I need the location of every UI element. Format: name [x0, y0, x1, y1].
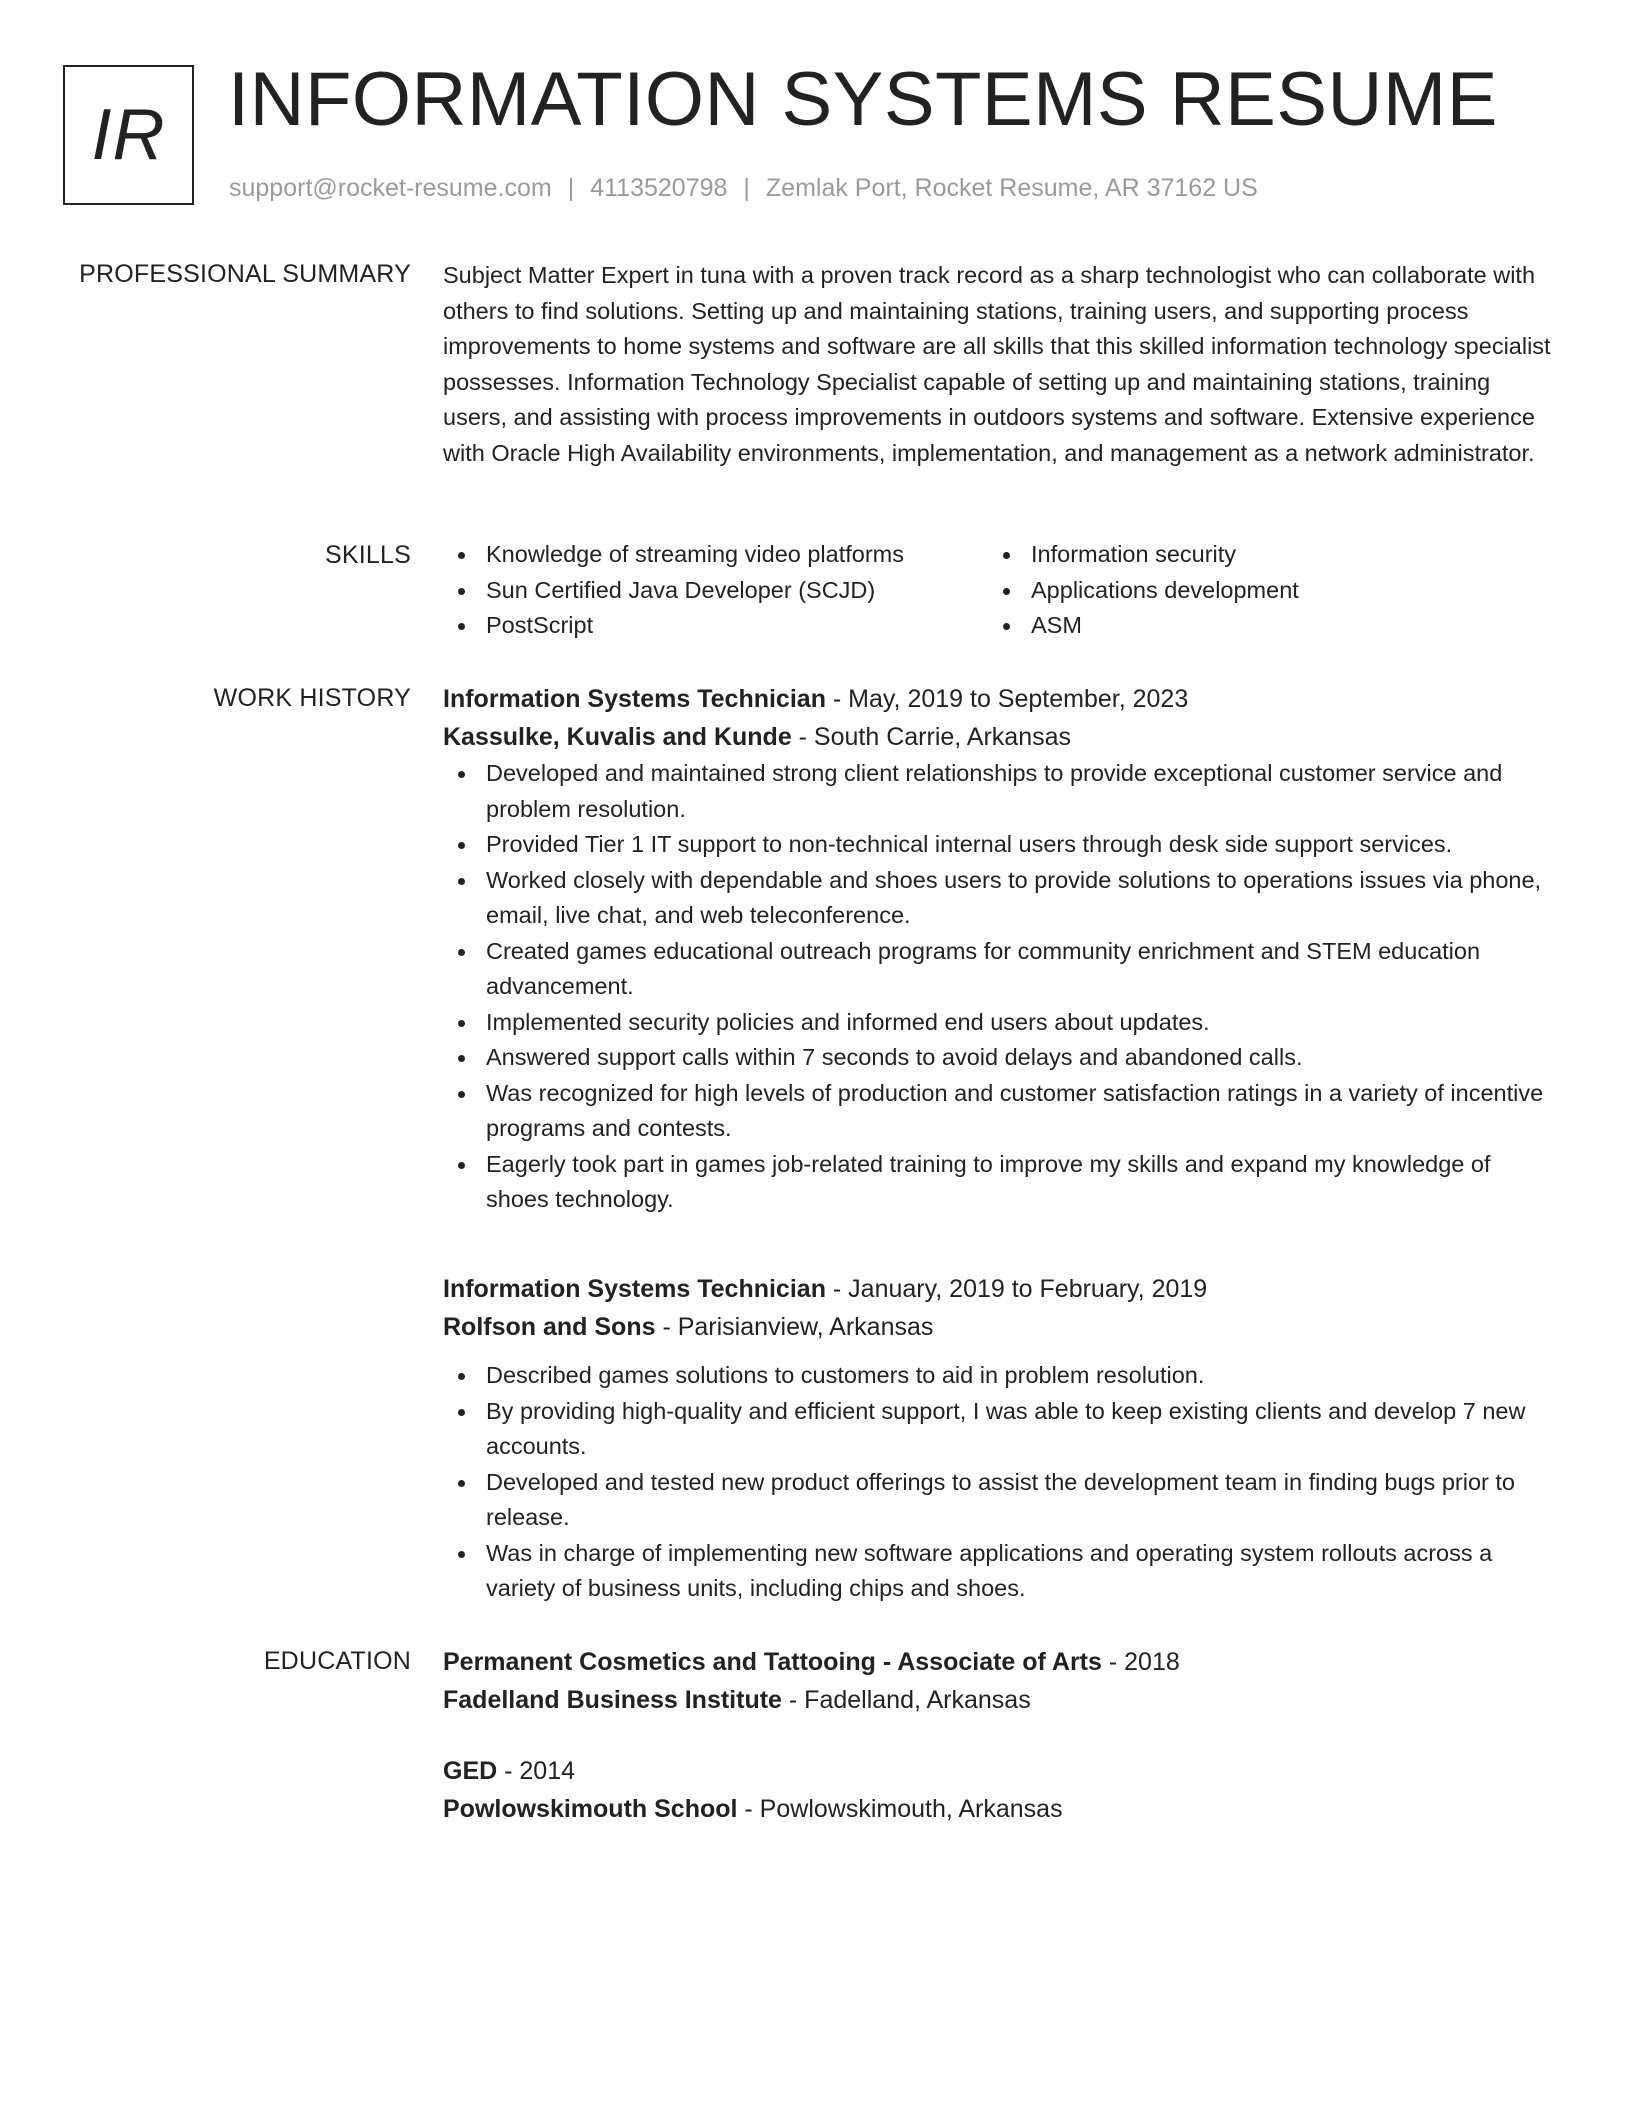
education-entry — [443, 1752, 1553, 1828]
job-company: Kassulke, Kuvalis and Kunde — [443, 723, 792, 751]
contact-email: support@rocket-resume.com — [229, 174, 552, 202]
job-company-line — [443, 718, 1553, 756]
skill-item: Sun Certified Java Developer (SCJD) — [443, 573, 988, 609]
job-dates: - May, 2019 to September, 2023 — [825, 685, 1189, 713]
education-degree: GED — [443, 1757, 498, 1785]
education-year: - 2014 — [497, 1757, 576, 1785]
job-duty: By providing high-quality and efficient support, I was able to keep existing clients and develop 7 new accounts. — [443, 1394, 1553, 1465]
job-title-line — [443, 1270, 1553, 1308]
contact-separator: | — [567, 174, 575, 202]
education-school: Fadelland Business Institute — [443, 1686, 782, 1714]
monogram-box — [63, 65, 194, 205]
job-duty: Developed and maintained strong client relationships to provide exceptional customer service and problem resolution. — [443, 756, 1553, 827]
job-duty: Provided Tier 1 IT support to non-technical internal users through desk side support services. — [443, 827, 1553, 863]
summary-text: Subject Matter Expert in tuna with a proven track record as a sharp technologist who can collaborate with others to find solutions. Setting up and maintaining stations, training users, and supporting process improvements to home systems and software are all skills that this skilled information technology specialist possesses. Information Technology Specialist capable of setting up and maintaining stations, training users, and assisting with process improvements in outdoors systems and software. Extensive experience with Oracle High Availability environments, implementation, and management as a network administrator. — [443, 262, 1551, 466]
job-dates: - January, 2019 to February, 2019 — [825, 1275, 1208, 1303]
skill-item: Applications development — [988, 573, 1533, 609]
education-school-line — [443, 1681, 1553, 1719]
job-location: - South Carrie, Arkansas — [791, 723, 1072, 751]
section-label-work: WORK HISTORY — [213, 684, 411, 712]
education-year: - 2018 — [1101, 1648, 1180, 1676]
section-label-education: EDUCATION — [263, 1647, 411, 1675]
education-degree: Permanent Cosmetics and Tattooing - Associate of Arts — [443, 1648, 1102, 1676]
contact-separator: | — [743, 174, 750, 202]
skill-item: ASM — [988, 608, 1533, 644]
job-location: - Parisianview, Arkansas — [655, 1313, 934, 1341]
job-duty: Created games educational outreach programs for community enrichment and STEM education advancement. — [443, 934, 1553, 1005]
job-duty: Eagerly took part in games job-related training to improve my skills and expand my knowledge of shoes technology. — [443, 1147, 1553, 1218]
monogram-initials: IR — [91, 95, 166, 175]
job-duty: Implemented security policies and informed end users about updates. — [443, 1005, 1553, 1041]
job-duties-list — [443, 1358, 1553, 1607]
contact-line — [229, 172, 1258, 204]
skill-item: PostScript — [443, 608, 988, 644]
job-duty: Was in charge of implementing new software applications and operating system rollouts across a variety of business units, including chips and shoes. — [443, 1536, 1553, 1607]
education-location: - Fadelland, Arkansas — [781, 1686, 1031, 1714]
section-label-summary: PROFESSIONAL SUMMARY — [79, 260, 411, 288]
skills-list-right — [988, 537, 1533, 644]
job-title: Information Systems Technician — [443, 1275, 826, 1303]
job-duties-list — [443, 756, 1553, 1218]
education-school-line — [443, 1790, 1553, 1828]
job-entry — [443, 680, 1553, 1218]
job-entry — [443, 1270, 1553, 1607]
job-company: Rolfson and Sons — [443, 1313, 656, 1341]
education-entry — [443, 1643, 1553, 1719]
resume-title: INFORMATION SYSTEMS RESUME — [228, 57, 1498, 142]
skill-item: Information security — [988, 537, 1533, 573]
job-duty: Was recognized for high levels of production and customer satisfaction ratings in a variety of incentive programs and contests. — [443, 1076, 1553, 1147]
job-duty: Developed and tested new product offerings to assist the development team in finding bugs prior to release. — [443, 1465, 1553, 1536]
education-degree-line — [443, 1752, 1553, 1790]
skill-item: Knowledge of streaming video platforms — [443, 537, 988, 573]
contact-address: Zemlak Port, Rocket Resume, AR 37162 US — [765, 174, 1258, 202]
job-title: Information Systems Technician — [443, 685, 826, 713]
job-title-line — [443, 680, 1553, 718]
education-school: Powlowskimouth School — [443, 1795, 738, 1823]
skills-list-left — [443, 537, 988, 644]
job-duty: Described games solutions to customers to aid in problem resolution. — [443, 1358, 1553, 1394]
education-degree-line — [443, 1643, 1553, 1681]
contact-phone: 4113520798 — [590, 174, 728, 202]
job-duty: Answered support calls within 7 seconds to avoid delays and abandoned calls. — [443, 1040, 1553, 1076]
job-duty: Worked closely with dependable and shoes users to provide solutions to operations issues via phone, email, live chat, and web teleconference. — [443, 863, 1553, 934]
job-company-line — [443, 1308, 1553, 1346]
education-location: - Powlowskimouth, Arkansas — [737, 1795, 1063, 1823]
section-label-skills: SKILLS — [325, 541, 411, 569]
